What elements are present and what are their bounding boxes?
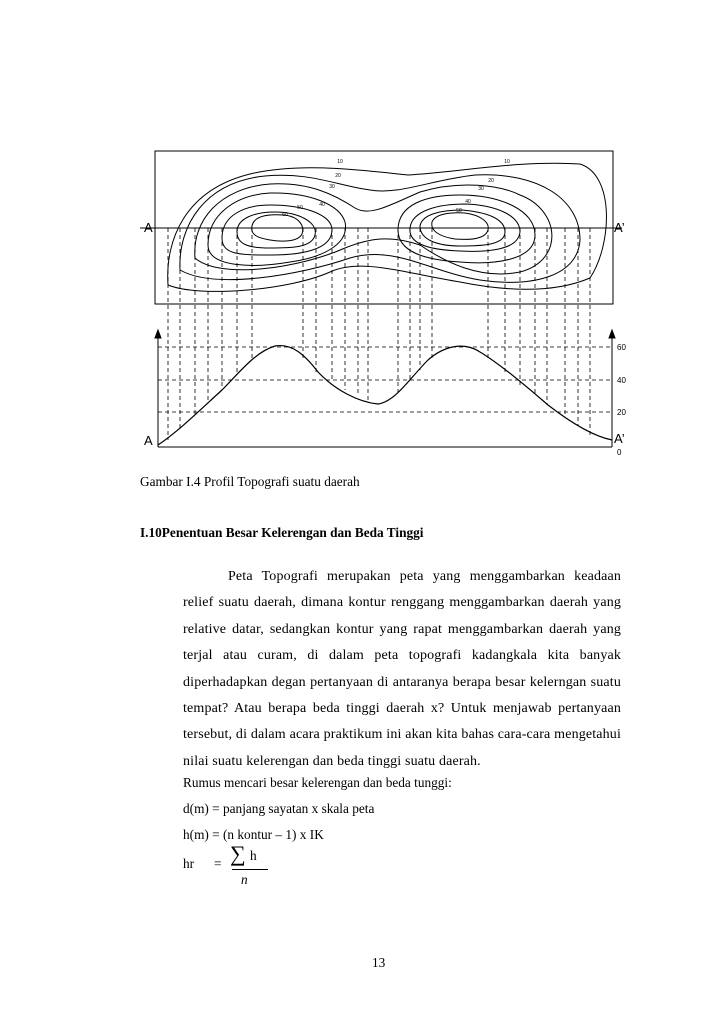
elevation-tick: 20 bbox=[617, 408, 626, 417]
topographic-profile-figure bbox=[0, 0, 728, 470]
formula-numerator: h bbox=[250, 848, 257, 863]
elevation-tick: 40 bbox=[617, 376, 626, 385]
contour-label: 60 bbox=[282, 212, 288, 218]
contour-label: 10 bbox=[504, 159, 510, 165]
body-paragraph-container bbox=[183, 564, 621, 775]
profile-label-a-prime: A’ bbox=[614, 431, 625, 446]
contour-label: 20 bbox=[488, 178, 494, 184]
elevation-tick: 0 bbox=[617, 448, 622, 457]
projection-lines bbox=[168, 228, 590, 440]
contour-label: 30 bbox=[478, 186, 484, 192]
fraction-bar bbox=[232, 869, 268, 870]
formula-intro: Rumus mencari besar kelerengan dan beda tunggi: bbox=[183, 775, 452, 790]
formula-height: h(m) = (n kontur – 1) x IK bbox=[183, 827, 324, 842]
formula-hr-label: hr bbox=[183, 856, 195, 871]
sigma-symbol: ∑ bbox=[230, 841, 246, 866]
formula-denominator: n bbox=[241, 872, 248, 887]
section-heading: I.10Penentuan Besar Kelerengan dan Beda Tinggi bbox=[140, 525, 424, 540]
elevation-profile-curve bbox=[158, 346, 612, 445]
figure-caption: Gambar I.4 Profil Topografi suatu daerah bbox=[140, 474, 360, 489]
contour-label: 40 bbox=[319, 202, 325, 208]
map-label-a-prime: A’ bbox=[614, 220, 625, 235]
contour-label: 20 bbox=[335, 173, 341, 179]
page-number: 13 bbox=[372, 955, 386, 970]
contour-label: 50 bbox=[456, 208, 462, 214]
formula-distance: d(m) = panjang sayatan x skala peta bbox=[183, 801, 375, 816]
body-paragraph: Peta Topografi merupakan peta yang menggambarkan keadaan relief suatu daerah, dimana kontur renggang menggambarkan daerah yang relative datar, sedangkan kontur yang rapat menggambarkan daerah yang terjal atau curam, di dalam peta topografi kadangkala kita banyak diperhadapkan degan pertanyaan di antaranya berapa besar kelerngan suatu tempat? Atau berapa beda tinggi daerah x? Untuk menjawab pertanyaan tersebut, di dalam acara praktikum ini akan kita bahas cara-cara mengetahui nilai suatu kelerengan dan beda tinggi suatu daerah. bbox=[183, 569, 621, 769]
contour-lines bbox=[168, 163, 607, 291]
contour-label: 50 bbox=[297, 205, 303, 211]
contour-label: 10 bbox=[337, 159, 343, 165]
profile-label-a: A bbox=[144, 433, 153, 448]
contour-label: 40 bbox=[465, 199, 471, 205]
contour-label: 30 bbox=[329, 184, 335, 190]
map-label-a: A bbox=[144, 220, 153, 235]
elevation-tick: 60 bbox=[617, 343, 626, 352]
formula-equals-sign: = bbox=[214, 856, 222, 871]
